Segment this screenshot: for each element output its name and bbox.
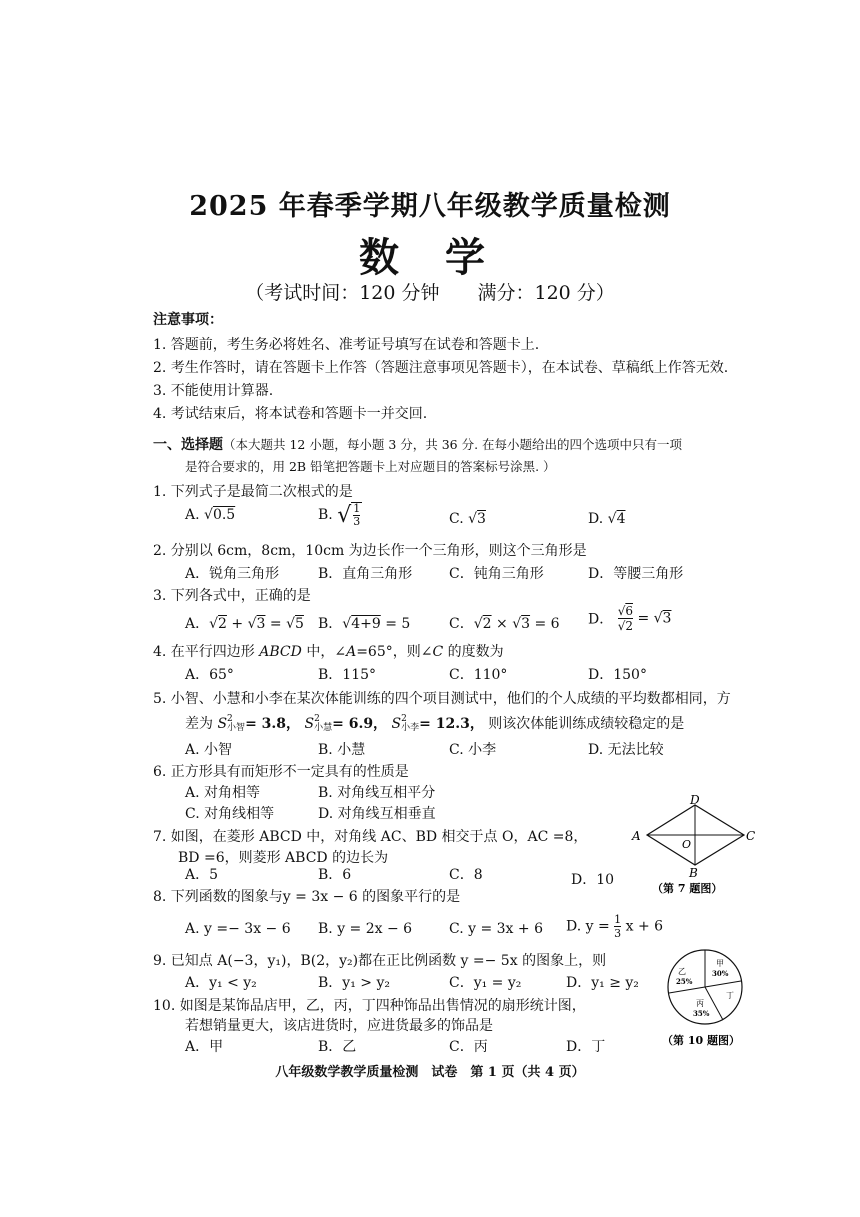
q8-option-d [566, 913, 663, 940]
q9-stem: 9. 已知点 A(−3，y₁)，B(2，y₂)都在正比例函数 y =− 5x 的图象上，则 [153, 953, 607, 969]
q4-option-d: D．150° [588, 667, 647, 683]
q7-option-d: D．10 [571, 872, 615, 888]
q8-d-end: x + 6 [625, 918, 664, 935]
q1-option-b [318, 502, 362, 528]
q1-b-fraction [351, 502, 362, 528]
q3-option-d: D． $\frac{√6}{√2}$ = √3 [588, 604, 672, 633]
q5-option-b: B. 小慧 [318, 742, 366, 758]
q9-option-a: A．y₁ < y₂ [185, 975, 257, 991]
q4-stem-val: =65°，则∠ [356, 644, 433, 660]
q10-option-c: C．丙 [449, 1039, 488, 1055]
fig10-label-bing: 丙 [696, 999, 704, 1008]
q1-option-a: A. √0.5 [185, 507, 236, 523]
q5-value-2: = 6.9， [332, 716, 388, 732]
q4-option-c: C．110° [449, 667, 508, 683]
fig10-value-bing: 35% [693, 1009, 710, 1018]
fig7-rhombus-figure [624, 794, 764, 904]
q3-option-b-label: B． [318, 616, 343, 632]
q3-stem: 3. 下列各式中，正确的是 [153, 588, 311, 604]
fig7-label-b: B [689, 866, 698, 880]
q1-option-b-label: B. [318, 507, 333, 523]
q1-option-c-label: C. [449, 511, 464, 527]
q1-option-d-label: D. [588, 511, 604, 527]
q6-option-a: A. 对角相等 [185, 785, 261, 801]
fig10-divider-2 [705, 981, 741, 987]
fig10-caption: （第 10 题图） [662, 1034, 740, 1047]
exam-time-info: （考试时间：120 分钟 满分：120 分） [245, 282, 615, 304]
q3-d-fraction: $\frac{√6}{√2}$ [617, 604, 633, 633]
q8-stem: 8. 下列函数的图象与y = 3x − 6 的图象平行的是 [153, 889, 461, 905]
q10-line2: 若想销量更大，该店进货时，应进货最多的饰品是 [185, 1018, 493, 1034]
q1-stem: 1. 下列式子是最简二次根式的是 [153, 484, 353, 500]
q1-c-radicand: 3 [477, 511, 486, 527]
q10-option-b: B．乙 [318, 1039, 357, 1055]
q8-d-fraction [614, 913, 621, 940]
q7-line2: BD =6，则菱形 ABCD 的边长为 [178, 850, 389, 866]
q7-line1: 7. 如图，在菱形 ABCD 中，对角线 AC、BD 相交于点 O，AC =8， [153, 829, 588, 845]
section1-header [153, 434, 682, 454]
fig7-label-o: O [682, 838, 692, 851]
q3-option-a-label: A． [185, 616, 210, 632]
q2-option-b: B．直角三角形 [318, 566, 413, 582]
q5-option-c: C. 小李 [449, 742, 497, 758]
fig10-label-yi: 乙 [678, 967, 686, 976]
q4-stem-end: 的度数为 [443, 644, 504, 660]
fig7-label-d: D [690, 794, 700, 807]
q3-option-c: C．√2 × √3 = 6 [449, 616, 560, 632]
q5-sub-3: 小李 [401, 723, 420, 733]
q1-b-numerator: 1 [353, 502, 361, 515]
q3-option-a: A．√2 + √3 = √5 [185, 616, 304, 632]
q1-option-d: D. √4 [588, 511, 626, 527]
section1-title: 一、选择题 [153, 437, 223, 453]
section1-desc-line2: 是符合要求的，用 2B 铅笔把答题卡上对应题目的答案标号涂黑. ） [185, 459, 556, 474]
q4-option-b: B．115° [318, 667, 377, 683]
fig7-label-a: A [632, 829, 641, 843]
q5-option-a: A. 小智 [185, 742, 233, 758]
q5-sub-2: 小慧 [314, 723, 333, 733]
q9-option-c: C．y₁ = y₂ [449, 975, 522, 991]
q4-stem-a: A [346, 644, 357, 660]
q1-b-radical: √ [337, 502, 352, 528]
note-item-4: 4. 考试结束后，将本试卷和答题卡一并交回. [153, 406, 428, 422]
q1-a-radicand: 0.5 [212, 507, 236, 523]
fig7-label-c: C [746, 829, 756, 843]
q6-option-d: D. 对角线互相垂直 [318, 806, 436, 822]
q4-option-a: A．65° [185, 667, 234, 683]
q7-option-c: C．8 [449, 867, 483, 883]
q9-option-b: B．y₁ > y₂ [318, 975, 390, 991]
q4-stem-c: C [432, 644, 444, 660]
fig10-value-yi: 25% [676, 977, 693, 986]
q5-line2: 差为 S 2 小智 = 3.8， S 2 小慧 = 6.9， S 2 小李 = 12.3， 则该次体能训练成绩较稳定的是 [185, 714, 685, 733]
q10-option-a: A．甲 [185, 1039, 224, 1055]
q1-option-a-label: A. [185, 507, 200, 523]
q5-sub-1: 小智 [227, 723, 246, 733]
q5-value-3: = 12.3， [419, 716, 484, 732]
q9-option-d: D．y₁ ≥ y₂ [566, 975, 639, 991]
q3-option-c-label: C． [449, 616, 474, 632]
q3-option-d-label: D． [588, 611, 614, 628]
q6-option-b: B. 对角线互相平分 [318, 785, 436, 801]
q8-option-d-label: D. y = [566, 918, 610, 935]
q8-option-c: C. y = 3x + 6 [449, 921, 543, 937]
q2-option-a: A．锐角三角形 [185, 566, 280, 582]
q4-stem [153, 641, 504, 661]
q5-value-1: = 3.8， [245, 716, 301, 732]
q3-option-b: B．√4+9 = 5 [318, 616, 411, 632]
fig10-divider-4 [669, 987, 705, 993]
q10-line1: 10. 如图是某饰品店甲，乙，丙，丁四种饰品出售情况的扇形统计图， [153, 998, 586, 1014]
q4-stem-pre: 4. 在平行四边形 [153, 644, 260, 660]
q5-line2-end: 则该次体能训练成绩较稳定的是 [488, 716, 685, 732]
q2-option-c: C．钝角三角形 [449, 566, 544, 582]
note-item-1: 1. 答题前，考生务必将姓名、准考证号填写在试卷和答题卡上. [153, 337, 540, 353]
note-item-2: 2. 考生作答时，请在答题卡上作答（答题注意事项见答题卡），在本试卷、草稿纸上作答无效. [153, 360, 729, 376]
page-footer: 八年级数学教学质量检测 试卷 第 1 页（共 4 页） [275, 1065, 585, 1080]
q8-d-denominator: 3 [614, 927, 622, 940]
q6-option-c: C. 对角线相等 [185, 806, 275, 822]
q10-option-d: D．丁 [566, 1039, 606, 1055]
notes-heading: 注意事项： [153, 312, 223, 328]
q8-d-numerator: 1 [614, 913, 622, 926]
q4-stem-abcd: ABCD [259, 644, 302, 660]
exam-title: 2025 年春季学期八年级教学质量检测 [189, 191, 671, 222]
q2-stem: 2. 分别以 6cm，8cm，10cm 为边长作一个三角形，则这个三角形是 [153, 543, 587, 559]
fig10-label-ding: 丁 [726, 991, 734, 1000]
fig10-pie-figure [652, 946, 760, 1056]
q5-line1: 5. 小智、小慧和小李在某次体能训练的四个项目测试中，他们的个人成绩的平均数都相同，方 [153, 691, 731, 707]
fig7-caption: （第 7 题图） [652, 882, 723, 895]
q8-option-a: A. y =− 3x − 6 [185, 921, 291, 937]
note-item-3: 3. 不能使用计算器. [153, 383, 274, 399]
q6-stem: 6. 正方形具有而矩形不一定具有的性质是 [153, 764, 409, 780]
q1-option-c: C. √3 [449, 511, 486, 527]
q7-option-a: A．5 [185, 867, 219, 883]
q8-option-b: B. y = 2x − 6 [318, 921, 413, 937]
q5-option-d: D. 无法比较 [588, 742, 664, 758]
fig10-value-jia: 30% [712, 969, 729, 978]
q1-b-denominator: 3 [353, 515, 361, 528]
q7-option-b: B．6 [318, 867, 352, 883]
subject-title: 数 学 [359, 234, 501, 281]
q2-option-d: D．等腰三角形 [588, 566, 684, 582]
q5-line2-pre: 差为 [185, 716, 213, 732]
q4-stem-mid: 中，∠ [301, 644, 347, 660]
q1-d-radicand: 4 [616, 511, 626, 527]
section1-desc-line1: （本大题共 12 小题，每小题 3 分，共 36 分. 在每小题给出的四个选项中只有一项 [223, 437, 683, 452]
fig10-label-jia: 甲 [716, 959, 724, 968]
